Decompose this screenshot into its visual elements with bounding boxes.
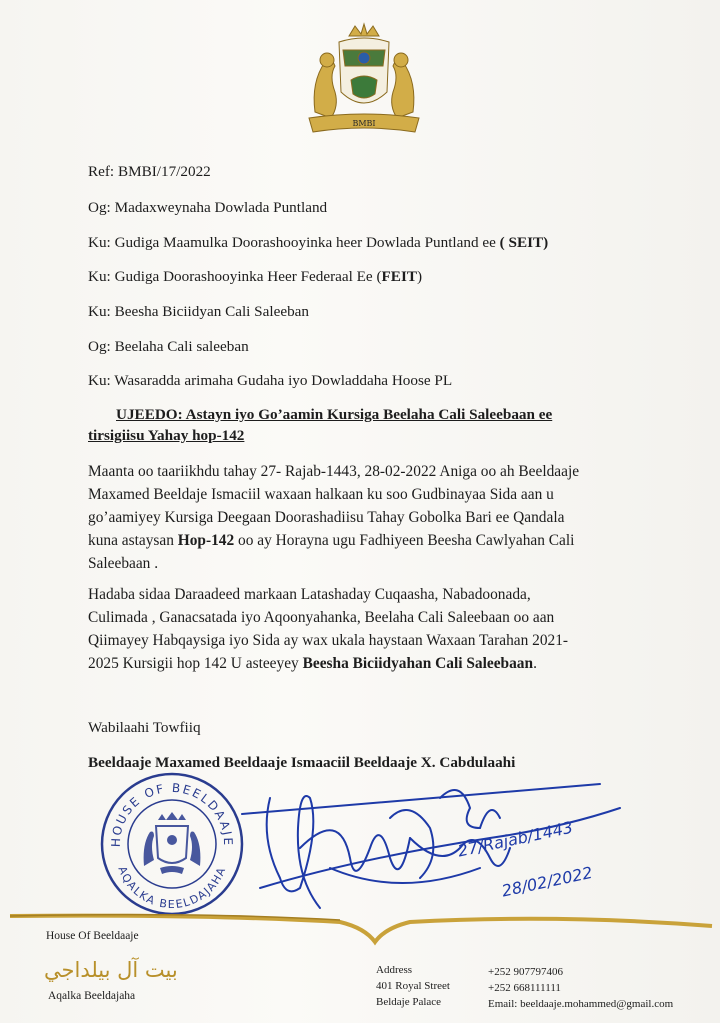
handwritten-date-hijri: 27/Rajab/1443: [456, 817, 575, 861]
footer-email: Email: beeldaaje.mohammed@gmail.com: [488, 998, 674, 1010]
body-p1-l4-bold: Hop-142: [177, 532, 235, 549]
crest-motto: BMBI: [352, 119, 376, 128]
recipient-ku1-bold: ( SEIT): [499, 234, 549, 251]
footer-address-label: Address: [376, 964, 413, 976]
footer-address-line-1: 401 Royal Street: [376, 980, 450, 992]
subject-line-2: tirsigiisu Yahay hop-142: [88, 427, 245, 444]
recipient-line-og1: Og: Madaxweynaha Dowlada Puntland: [88, 199, 328, 216]
recipient-line-ku2: [88, 267, 422, 287]
recipient-line-ku3: Ku: Beesha Biciidyan Cali Saleeban: [88, 303, 310, 320]
footer-phone-2: +252 668111111: [488, 982, 561, 994]
body-paragraph-1: [88, 460, 648, 575]
body-p1-l4-post: oo ay Horayna ugu Fadhiyeen Beesha Cawlyahan Cali: [234, 532, 575, 549]
body-p1-line: Maanta oo taariikhdu tahay 27- Rajab-1443, 28-02-2022 Aniga oo ah Beeldaaje: [88, 463, 580, 480]
footer-phone-1: +252 907797406: [488, 966, 563, 978]
stamp-bottom-text: AQALKA BEELDAJAHA: [115, 864, 229, 912]
handwritten-signature: [240, 768, 630, 928]
body-p1-line: [88, 529, 648, 552]
recipient-ku2-bold: FEIT: [381, 268, 417, 285]
recipient-line-ku1: [88, 233, 548, 253]
closing-wabilaahi: Wabilaahi Towfiiq: [88, 719, 201, 736]
reference-line: Ref: BMBI/17/2022: [88, 163, 211, 180]
body-p1-line: go’aamiyey Kursiga Deegaan Doorashadiisu Tahay Gobolka Bari ee Qandala: [88, 509, 565, 526]
footer-address-line-2: Beldaje Palace: [376, 996, 442, 1008]
subject-line-1: UJEEDO: Astayn iyo Go’aamin Kursiga Beelaha Cali Saleebaan ee: [116, 406, 553, 423]
body-p1-l4-pre: kuna astaysan: [88, 532, 178, 549]
recipient-ku1-text: Ku: Gudiga Maamulka Doorashooyinka heer Dowlada Puntland ee: [88, 234, 500, 251]
footer-address: [376, 962, 450, 1010]
footer-house-name: House Of Beeldaaje: [46, 930, 139, 942]
signer-name: Beeldaaje Maxamed Beeldaaje Ismaaciil Beeldaaje X. Cabdulaahi: [88, 754, 516, 771]
recipient-ku2-post: ): [416, 268, 423, 285]
body-p2-line: Qiimayey Habqaysiga iyo Sida ay wax ukala haystaan Waxaan Tarahan 2021-: [88, 632, 569, 649]
footer-contact: [488, 964, 673, 1012]
body-p2-line: Hadaba sidaa Daraadeed markaan Latashaday Cuqaasha, Nabadoonada,: [88, 586, 531, 603]
subject-heading: [88, 404, 628, 446]
recipient-line-ku4: Ku: Wasaradda arimaha Gudaha iyo Dowladdaha Hoose PL: [88, 372, 453, 389]
body-p2-l4-post: .: [533, 655, 537, 672]
body-p1-line: Saleebaan .: [88, 555, 159, 572]
footer-gold-divider: [0, 908, 720, 948]
body-p2-l4-pre: 2025 Kursigii hop 142 U asteeyey: [88, 655, 303, 672]
body-p2-line: Culimada , Ganacsatada iyo Aqoonyahanka, Beelaha Cali Saleebaan oo aan: [88, 609, 555, 626]
body-p2-line: [88, 652, 648, 675]
handwritten-date-gregorian: 28/02/2022: [500, 862, 595, 901]
body-p1-line: Maxamed Beeldaje Ismaciil waxaan halkaan ku soo Gudbinayaa Sida aan u: [88, 486, 554, 503]
recipient-ku2-pre: Ku: Gudiga Doorashooyinka Heer Federaal Ee (: [88, 268, 382, 285]
recipient-line-og2: Og: Beelaha Cali saleeban: [88, 338, 249, 355]
body-p2-l4-bold: Beesha Biciidyahan Cali Saleebaan: [302, 655, 534, 672]
footer-aqalka: Aqalka Beeldajaha: [48, 990, 136, 1002]
body-paragraph-2: [88, 583, 648, 675]
stamp-top-text: HOUSE OF BEELDAAJE: [108, 780, 236, 848]
footer-arabic-name: بيت آل بيلداجي: [44, 958, 178, 982]
official-stamp: [98, 770, 246, 918]
coat-of-arms-logo: [305, 22, 423, 138]
